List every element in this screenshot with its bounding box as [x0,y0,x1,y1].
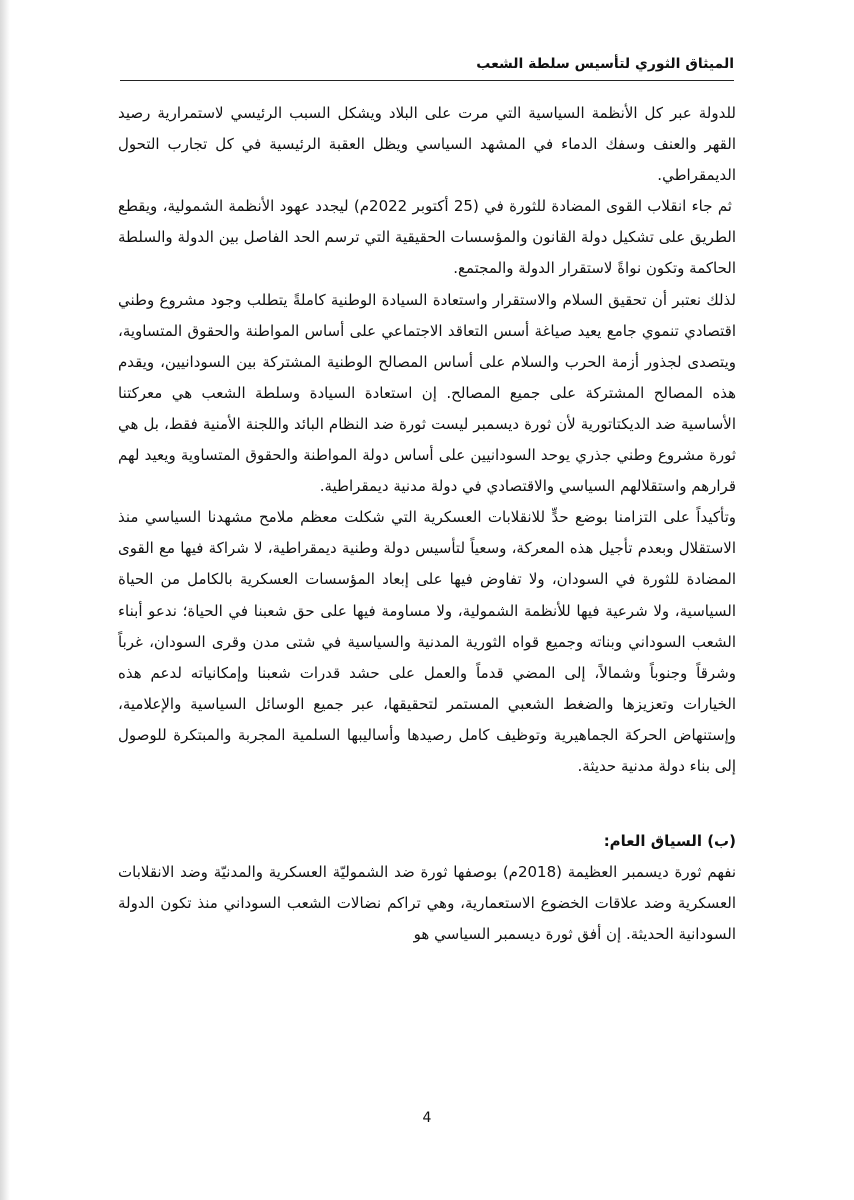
page-header-title: الميثاق الثوري لتأسيس سلطة الشعب [476,56,734,72]
section-heading-general-context: (ب) السياق العام: [603,832,736,851]
header-divider [120,80,734,81]
paragraph-state-violence: للدولة عبر كل الأنظمة السياسية التي مرت على البلاد ويشكل السبب الرئيسي لاستمرارية رصيد القهر والعنف وسفك الدماء في المشهد السياسي ويظل العقبة الرئيسية في كل تجارب التحول الديمقراطي. [118,104,736,185]
page-number: 4 [422,1110,432,1126]
paragraph-coup-october: ثم جاء انقلاب القوى المضادة للثورة في (25 أكتوبر 2022م) ليجدد عهود الأنظمة الشمولية، ويقطع الطريق على تشكيل دولة القانون والمؤسسات الحقيقية التي ترسم الحد الفاصل بين الدولة والسلطة الحاكمة وتكون نواةً لاستقرار الدولة والمجتمع. [118,197,736,278]
section-spacer [118,782,736,826]
document-body [118,98,736,950]
paragraph-call-to-action: وتأكيداً على التزامنا بوضع حدٍّ للانقلابات العسكرية التي شكلت معظم ملامح مشهدنا السياسي منذ الاستقلال وبعدم تأجيل هذه المعركة، وسعياً لتأسيس دولة وطنية ديمقراطية، لا شراكة فيها مع القوى المضادة للثورة في السودان، ولا تفاوض فيها على إبعاد المؤسسات العسكرية بالكامل من الحياة السياسية، ولا شرعية فيها للأنظمة الشمولية، ولا مساومة فيها على حق شعبنا في الحياة؛ ندعو أبناء الشعب السوداني وبناته وجميع قواه الثورية المدنية والسياسية في شتى مدن وقرى السودان، غرباً وشرقاً وجنوباً وشمالاً، إلى المضي قدماً والعمل على حشد قدرات شعبنا وإمكانياته لدعم هذه الخيارات وتعزيزها والضغط الشعبي المستمر لتحقيقها، عبر جميع الوسائل السياسية والإعلامية، وإستنهاض الحركة الجماهيرية وتوظيف كامل رصيدها وأساليبها السلمية المجربة والمبتكرة للوصول إلى بناء دولة مدنية حديثة. [118,508,736,775]
paragraph-national-project: لذلك نعتبر أن تحقيق السلام والاستقرار واستعادة السيادة الوطنية كاملةً يتطلب وجود مشروع وطني اقتصادي تنموي جامع يعيد صياغة أسس التعاقد الاجتماعي على أساس المواطنة والحقوق المتساوية، ويتصدى لجذور أزمة الحرب والسلام على أساس المصالح الوطنية المشتركة بين السودانيين، ويقدم هذه المصالح المشتركة على جميع المصالح. إن استعادة السيادة وسلطة الشعب هي معركتنا الأساسية ضد الديكتاتورية لأن ثورة ديسمبر ليست ثورة ضد النظام البائد واللجنة الأمنية فقط، بل هي ثورة مشروع وطني جذري يوحد السودانيين على أساس دولة المواطنة والحقوق المتساوية ويعيد لهم قرارهم واستقلالهم السياسي والاقتصادي في دولة مدنية ديمقراطية. [118,290,736,496]
paragraph-december-revolution: نفهم ثورة ديسمبر العظيمة (2018م) بوصفها ثورة ضد الشموليّة العسكرية والمدنيّة وضد الانقلابات العسكرية وضد علاقات الخضوع الاستعمارية، وهي تراكم نضالات الشعب السوداني منذ تكون الدولة السودانية الحديثة. إن أفق ثورة ديسمبر السياسي هو [118,863,737,944]
page-edge-shadow [0,0,10,1200]
